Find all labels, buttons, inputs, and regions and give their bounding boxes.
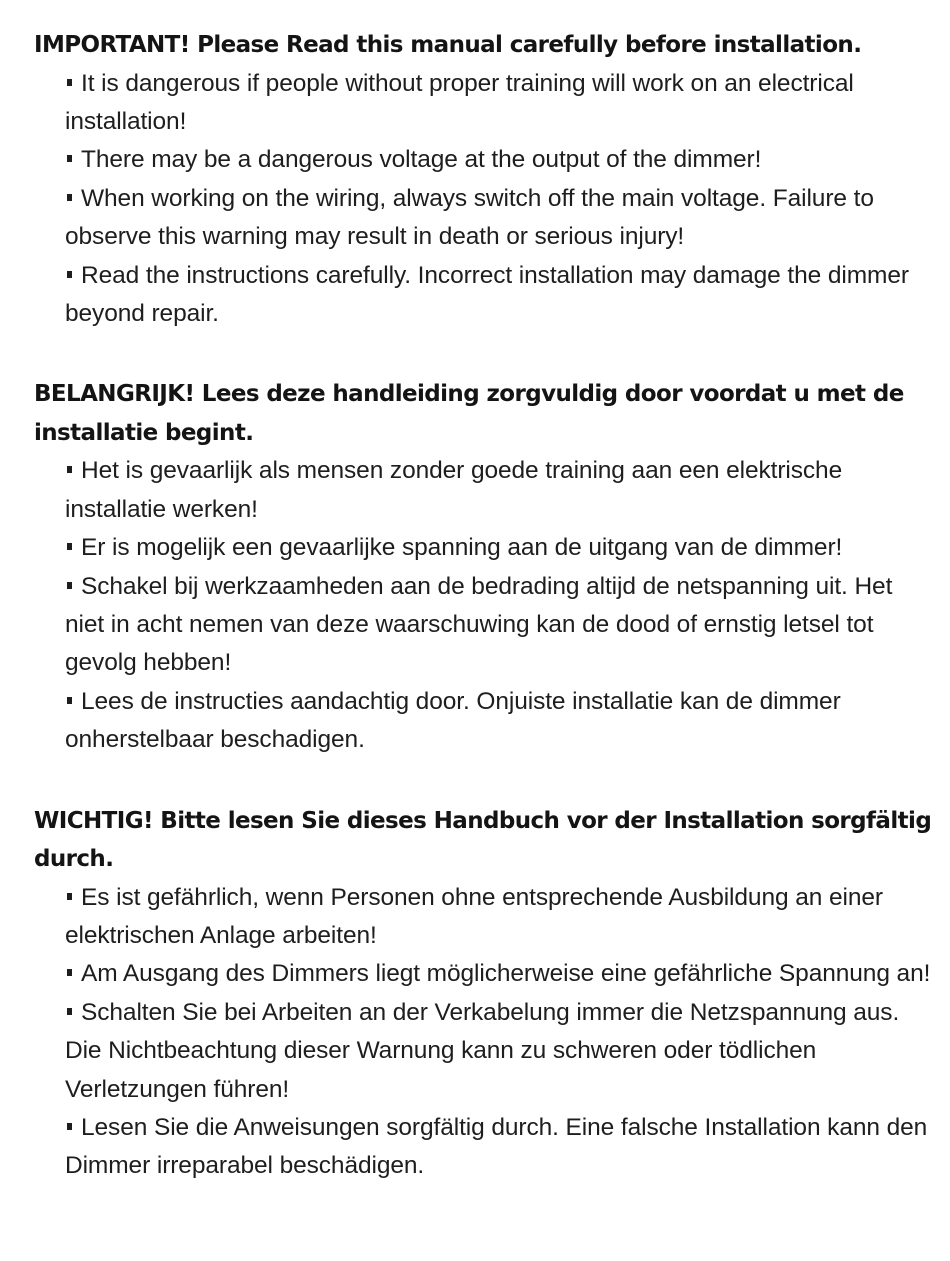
warning-text: Read the instructions carefully. Incorrect installation may damage the dimmer beyond repair. xyxy=(65,261,909,327)
warning-text: There may be a dangerous voltage at the output of the dimmer! xyxy=(81,146,762,174)
warning-list xyxy=(34,879,934,1186)
warning-text: It is dangerous if people without proper training will work on an electrical installation! xyxy=(65,69,854,135)
warning-text: Lesen Sie die Anweisungen sorgfältig durch. Eine falsche Installation kann den Dimmer irreparabel beschädigen. xyxy=(65,1114,928,1180)
bullet-icon xyxy=(67,893,72,900)
bullet-icon xyxy=(67,582,72,589)
warning-text: Schalten Sie bei Arbeiten an der Verkabelung immer die Netzspannung aus. Die Nichtbeachtung dieser Warnung kann zu schweren oder tödlichen Verletzungen führen! xyxy=(65,998,900,1103)
warning-item xyxy=(65,955,934,993)
warning-text: Lees de instructies aandachtig door. Onjuiste installatie kan de dimmer onherstelbaar beschadigen. xyxy=(65,687,841,754)
warning-item xyxy=(65,452,934,529)
warning-text: Es ist gefährlich, wenn Personen ohne entsprechende Ausbildung an einer elektrischen Anlage arbeiten! xyxy=(65,883,883,949)
warning-item xyxy=(65,683,934,760)
bullet-icon xyxy=(67,1123,72,1130)
bullet-icon xyxy=(67,466,72,473)
warning-text: Schakel bij werkzaamheden aan de bedrading altijd de netspanning uit. Het niet in acht nemen van deze waarschuwing kan de dood of ernstig letsel tot gevolg hebben! xyxy=(65,572,893,677)
warning-item xyxy=(65,994,934,1109)
warning-text: Het is gevaarlijk als mensen zonder goede training aan een elektrische installatie werken! xyxy=(65,457,843,523)
bullet-icon xyxy=(67,543,72,550)
bullet-icon xyxy=(67,155,72,162)
safety-document xyxy=(34,26,934,1228)
section-german xyxy=(34,802,934,1186)
warning-item xyxy=(65,529,934,567)
bullet-icon xyxy=(67,969,72,976)
section-english xyxy=(34,26,934,333)
warning-item xyxy=(65,257,934,334)
warning-text: Am Ausgang des Dimmers liegt möglicherweise eine gefährliche Spannung an! xyxy=(81,960,931,988)
bullet-icon xyxy=(67,79,72,86)
warning-list xyxy=(34,452,934,759)
warning-text: Er is mogelijk een gevaarlijke spanning aan de uitgang van de dimmer! xyxy=(81,534,843,562)
section-heading: BELANGRIJK! Lees deze handleiding zorgvuldig door voordat u met de installatie begint. xyxy=(34,381,904,446)
warning-item xyxy=(65,568,934,683)
warning-item xyxy=(65,1109,934,1186)
warning-item xyxy=(65,65,934,142)
warning-item xyxy=(65,141,934,179)
section-dutch xyxy=(34,375,934,759)
warning-item xyxy=(65,879,934,956)
warning-item xyxy=(65,180,934,257)
section-heading: WICHTIG! Bitte lesen Sie dieses Handbuch vor der Installation sorgfältig durch. xyxy=(34,807,932,873)
bullet-icon xyxy=(67,697,72,704)
warning-list xyxy=(34,65,934,334)
bullet-icon xyxy=(67,271,72,278)
bullet-icon xyxy=(67,194,72,201)
bullet-icon xyxy=(67,1008,72,1015)
section-heading: IMPORTANT! Please Read this manual carefully before installation. xyxy=(34,32,862,58)
warning-text: When working on the wiring, always switch off the main voltage. Failure to observe this warning may result in death or serious injury! xyxy=(65,184,874,251)
